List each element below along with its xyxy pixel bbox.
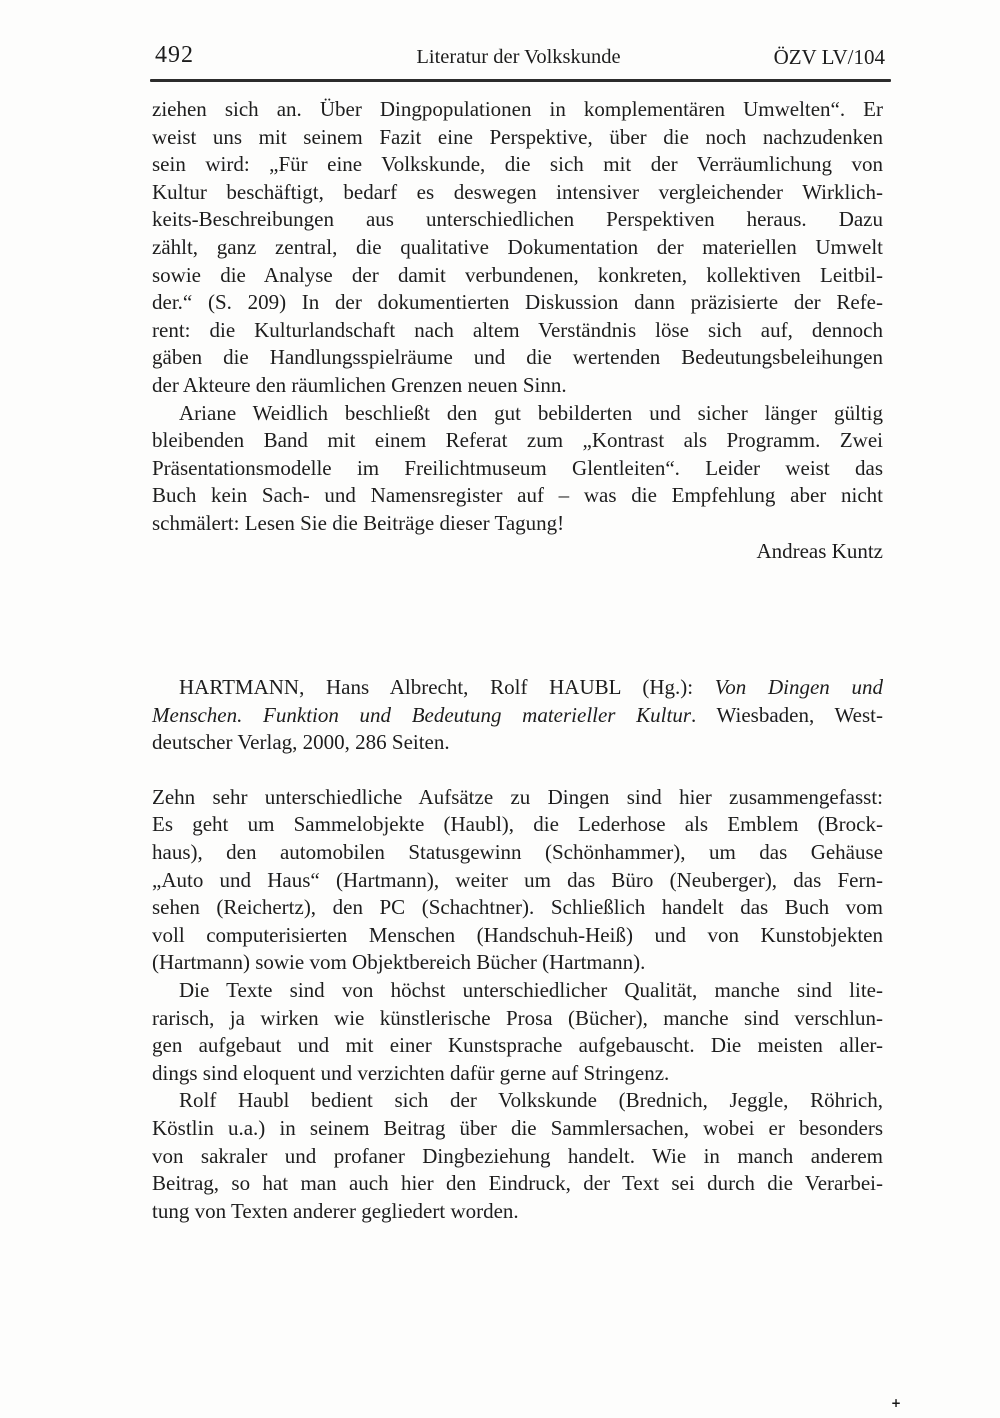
- paragraph: [152, 784, 883, 977]
- running-title: Literatur der Volkskunde: [416, 46, 621, 68]
- text-line: zählt, ganz zentral, die qualitative Dokumentation der materiellen Umwelt: [152, 234, 883, 259]
- text-line: voll computerisierten Menschen (Handschuh-Heiß) und von Kunstobjekten: [152, 922, 883, 947]
- text-line: deutscher Verlag, 2000, 286 Seiten.: [152, 730, 450, 755]
- text-line: gen aufgebaut und mit einer Kunstsprache aufgebauscht. Die meisten aller-: [152, 1033, 883, 1058]
- text-line: Menschen. Funktion und Bedeutung materieller Kultur. Wiesbaden, West-: [152, 702, 883, 727]
- text-line: bleibenden Band mit einem Referat zum „Kontrast als Programm. Zwei: [152, 428, 883, 453]
- text-line: schmälert: Lesen Sie die Beiträge dieser Tagung!: [152, 510, 565, 535]
- text-line: der.“ (S. 209) In der dokumentierten Diskussion dann präzisierte der Refe-: [152, 290, 883, 315]
- text-line: sein wird: „Für eine Volkskunde, die sich mit der Verräumlichung von: [152, 152, 883, 177]
- text-line: Buch kein Sach- und Namensregister auf – was die Empfehlung aber nicht: [152, 483, 883, 508]
- text-line: Zehn sehr unterschiedliche Aufsätze zu Dingen sind hier zusammengefasst:: [152, 784, 883, 809]
- header-rule: [150, 79, 891, 82]
- page-header: [152, 42, 885, 76]
- text-line: keits-Beschreibungen aus unterschiedlichen Perspektiven heraus. Dazu: [152, 207, 883, 232]
- text-line: HARTMANN, Hans Albrecht, Rolf HAUBL (Hg.): Von Dingen und: [179, 675, 883, 700]
- paragraph: [152, 977, 883, 1087]
- text-line: Präsentationsmodelle im Freilichtmuseum Glentleiten“. Leider weist das: [152, 455, 883, 480]
- text-line: (Hartmann) sowie vom Objektbereich Bücher (Hartmann).: [152, 950, 646, 975]
- text-line: Es geht um Sammelobjekte (Haubl), die Lederhose als Emblem (Brock-: [152, 812, 883, 837]
- text-line: dings sind eloquent und verzichten dafür gerne auf Stringenz.: [152, 1060, 670, 1085]
- text-line: rent: die Kulturlandschaft nach altem Verständnis löse sich auf, dennoch: [152, 317, 883, 342]
- paragraph: [152, 400, 883, 538]
- text-line: der Akteure den räumlichen Grenzen neuen Sinn.: [152, 372, 567, 397]
- text-line: sowie die Analyse der damit verbundenen, konkreten, kollektiven Leitbil-: [152, 262, 883, 287]
- text-line: gäben die Handlungsspielräume und die wertenden Bedeutungsbeleihungen: [152, 345, 883, 370]
- text-line: weist uns mit seinem Fazit eine Perspektive, über die noch nachzudenken: [152, 124, 883, 149]
- text-line: tung von Texten anderer gegliedert worden.: [152, 1198, 519, 1223]
- text-line: Kultur beschäftigt, bedarf es deswegen intensiver vergleichender Wirklich-: [152, 179, 883, 204]
- text-line: von sakraler und profaner Dingbeziehung handelt. Wie in manch anderem: [152, 1143, 883, 1168]
- text-line: Die Texte sind von höchst unterschiedlicher Qualität, manche sind lite-: [179, 978, 883, 1003]
- registration-mark: +: [891, 1396, 902, 1410]
- text-line: ziehen sich an. Über Dingpopulationen in komplementären Umwelten“. Er: [152, 97, 883, 121]
- paragraph: [152, 674, 883, 757]
- body-text: [152, 96, 883, 1225]
- text-line: haus), den automobilen Statusgewinn (Schönhammer), um das Gehäuse: [152, 840, 883, 865]
- paragraph: [152, 96, 883, 400]
- text-line: Rolf Haubl bedient sich der Volkskunde (Brednich, Jeggle, Röhrich,: [179, 1088, 883, 1113]
- paragraph: [152, 1087, 883, 1225]
- journal-volume-label: ÖZV LV/104: [773, 45, 885, 69]
- reviewer-signature: Andreas Kuntz: [756, 538, 883, 563]
- text-line: Köstlin u.a.) in seinem Beitrag über die Sammlersachen, wobei er besonders: [152, 1116, 883, 1140]
- text-line: „Auto und Haus“ (Hartmann), weiter um das Büro (Neuberger), das Fern-: [152, 867, 883, 892]
- text-line: rarisch, ja wirken wie künstlerische Prosa (Bücher), manche sind verschlun-: [152, 1005, 883, 1030]
- text-line: Ariane Weidlich beschließt den gut bebilderten und sicher länger gültig: [179, 400, 883, 425]
- page-number: 492: [155, 42, 194, 68]
- text-line: Beitrag, so hat man auch hier den Eindruck, der Text sei durch die Verarbei-: [152, 1171, 883, 1196]
- text-line: sehen (Reichertz), den PC (Schachtner). Schließlich handelt das Buch vom: [152, 895, 883, 920]
